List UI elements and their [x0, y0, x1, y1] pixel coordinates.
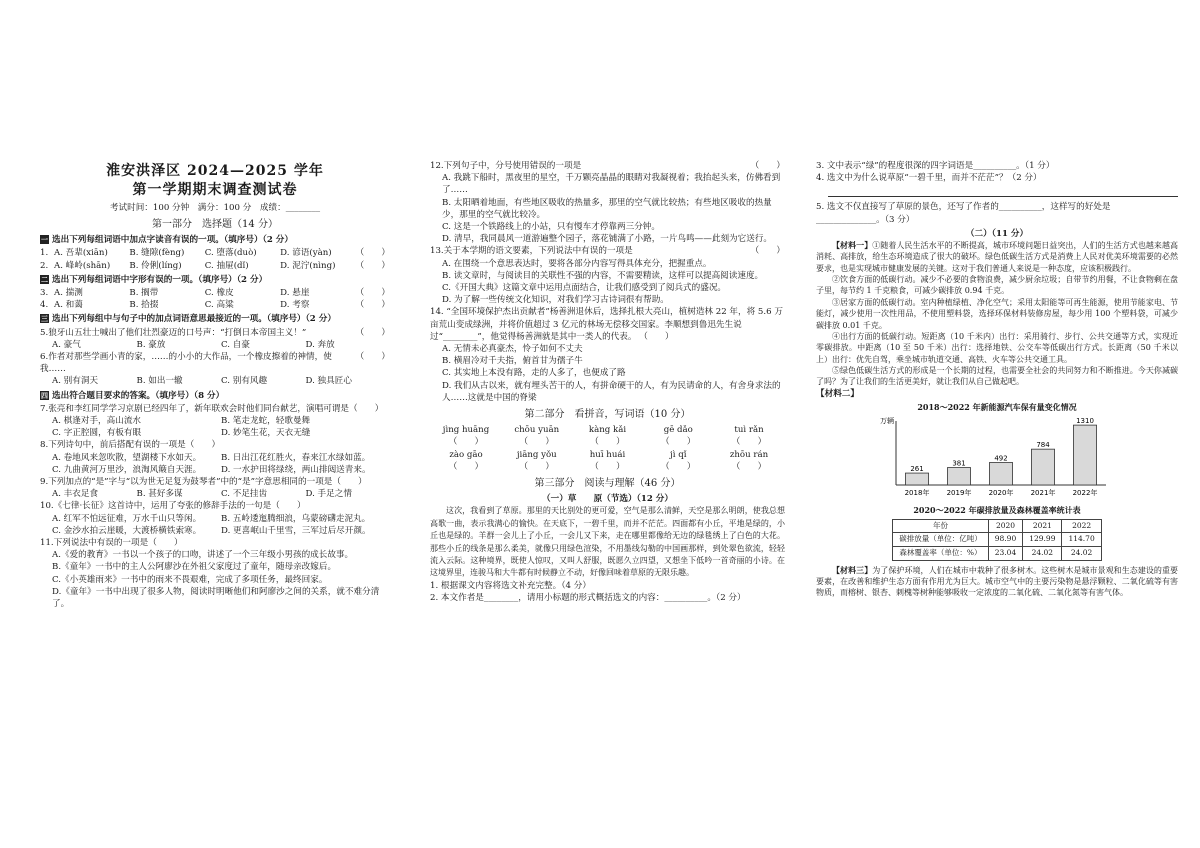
- table-row: [893, 533, 1101, 547]
- option: D. 泥泞(nìng): [280, 260, 336, 271]
- question-stem-row: [40, 327, 390, 339]
- question-number: 10.: [40, 501, 54, 512]
- option: B. 笔走龙蛇，轻歌曼舞: [221, 416, 311, 427]
- answer-bracket: （ ）: [639, 331, 674, 342]
- question-number: 11.: [40, 538, 54, 549]
- x-tick-label: 2020年: [988, 489, 1014, 498]
- question-number: 9.: [40, 477, 49, 488]
- option: D. 手足之情: [305, 489, 352, 500]
- table-cell: 129.99: [1023, 533, 1062, 547]
- option: D. 谚语(yàn): [280, 248, 332, 259]
- question-number: 13.: [430, 246, 444, 257]
- material-paragraph: ④出行方面的低碳行动。短距离（10 千米内）出行：采用骑行、步行、公共交通等方式，实现近零碳排放。中距离（10 至 50 千米）出行：选择地铁、公交车等低碳出行方式。长距离（50 千米以上）出行：优先自驾，乘坐城市轨道交通、高铁、火车等公共交通工具。: [816, 331, 1178, 364]
- answer-bracket: （ ）: [355, 300, 390, 311]
- option: C. 不足挂齿: [221, 489, 268, 500]
- table-cell: 23.04: [988, 547, 1022, 561]
- option: B. 读文章时，与阅读目的关联性不强的内容，不需要精读，这样可以提高阅读速度。: [442, 270, 764, 281]
- option: B. 横眉冷对千夫指，俯首甘为孺子牛: [442, 356, 583, 367]
- question-stem: 张亮和李红同学学习京剧已经四年了，新年联欢会时他们同台献艺，演唱可谓是（ ）: [48, 403, 384, 414]
- section-instruction: 选出下列每组词语中加点字读音有误的一项。（填序号）（2 分）: [52, 235, 293, 246]
- data-label: 261: [910, 465, 924, 474]
- section-instruction: 选出下列每组词语中字形有误的一项。（填序号）（2 分）: [52, 274, 268, 285]
- answer-bracket: （ ）: [355, 352, 390, 362]
- option: A. 无情未必真豪杰，怜子如何不丈夫: [442, 344, 583, 355]
- section-instruction: 选出下列每组中与句子中的加点词语意思最接近的一项。（填序号）（2 分）: [52, 314, 336, 325]
- chart-bar: [1073, 425, 1096, 485]
- answer-bracket: （ ）: [355, 287, 390, 298]
- section-number-badge: 四: [41, 390, 48, 400]
- pinyin: jiāng yǒu: [516, 449, 557, 460]
- question-stem: 下列说法中有误的一项是（ ）: [53, 538, 183, 549]
- question-stem: 下列句子中，分号使用错误的一项是: [443, 161, 582, 171]
- option: D. 奔放: [305, 339, 335, 350]
- pinyin: kàng kǎi: [588, 425, 627, 436]
- option: A. 我跳下船时，黑夜里的星空，千万颗亮晶晶的眼睛对我凝视着；我抬起头来，仿佛看到了……: [442, 173, 781, 196]
- options: [40, 513, 390, 537]
- data-label: 1310: [1076, 417, 1094, 426]
- options: [40, 375, 390, 387]
- answer-bracket: （ ）: [355, 327, 390, 338]
- table-cell: 2022: [1062, 519, 1101, 533]
- pinyin: jì qǐ: [670, 449, 687, 460]
- chart-bar: [947, 468, 970, 485]
- option: B. 甚好多谋: [136, 489, 183, 500]
- exam-title-line2: 第一学期期末调查测试卷: [132, 181, 298, 198]
- x-tick-label: 2022年: [1072, 489, 1098, 498]
- bar-chart: [816, 413, 1178, 499]
- section-number-badge: 三: [41, 314, 48, 324]
- part2-title: 第二部分 看拼音，写词语（10 分）: [524, 409, 691, 421]
- option: C. 金沙水拍云崖暖，大渡桥横铁索寒。: [52, 525, 202, 536]
- question-stem-row: [40, 351, 390, 375]
- option: A. 红军不怕远征难，万水千山只等闲。: [52, 513, 202, 524]
- option: C. 这是一个铁路线上的小站，只有慢车才停靠两三分钟。: [442, 222, 660, 233]
- chart-bar: [905, 473, 928, 485]
- part1-title: 第一部分 选择题（14 分）: [152, 218, 278, 230]
- option: D. 考察: [280, 300, 310, 311]
- option: B. 如出一辙: [136, 376, 183, 387]
- answer-bracket: （ ）: [355, 248, 390, 259]
- option: D. 我们从古以来，就有埋头苦干的人，有拼命硬干的人，有为民请命的人，有舍身求法的人……这就是中国的脊梁: [442, 380, 781, 403]
- material-paragraph: ⑤绿色低碳生活方式的形成是一个长期的过程，也需要全社会的共同努力和不断推进。今天你减碳了吗？为了让我们的生活更美好，就让我们从自己做起吧。: [816, 365, 1178, 387]
- exam-meta: 考试时间：100 分钟 满分：100 分 成绩：________: [109, 202, 321, 213]
- question-stem-row: [40, 500, 390, 512]
- reading-question: 5. 选文不仅直接写了草原的景色，还写了作者的__________，这样写的好处是______________。（3 分）: [816, 202, 1111, 225]
- answer-bracket: （ ）: [750, 246, 785, 257]
- question-stem: 关于本学期的语文要素，下列说法中有误的一项是: [443, 246, 633, 257]
- material-paragraph: 【材料三】为了保护环境，人们在城市中栽种了很多树木。这些树木是城市景观和生态建设的重要要素，在改善和维护生态方面有作用尤为巨大。城市空气中的主要污染物是悬浮颗粒、二氧化硫等有害物质，而榕树、银杏、刺槐等树种能够吸收一定浓度的二氧化硫、二氧化氮等有害气体。: [816, 564, 1179, 598]
- options: [40, 452, 390, 476]
- option: B. 豪放: [136, 339, 166, 350]
- section-header: [40, 313, 390, 325]
- material-paragraph: ②饮食方面的低碳行动。减少不必要的食物浪费，减少厨余垃圾；自带节约用餐，不让食物剩在盘子里，每节约 1 千克粮食，可减少碳排放 0.94 千克。: [816, 275, 1178, 296]
- question-stem: 《七律·长征》这首诗中，运用了夸张的修辞手法的一句是（ ）: [53, 501, 306, 512]
- option: C. 别有风趣: [221, 376, 268, 387]
- question-stem-row: [430, 306, 785, 343]
- question-stem-row: [40, 537, 390, 549]
- question-stem-row: [40, 476, 390, 488]
- part3-title: 第三部分 阅读与理解（46 分）: [534, 478, 681, 490]
- options: [40, 549, 390, 610]
- material-label: 【材料三】: [832, 564, 873, 575]
- options: [430, 258, 785, 307]
- question-number: 5.: [40, 327, 49, 338]
- question-number: 7.: [40, 403, 49, 414]
- options: [430, 343, 785, 404]
- material-paragraph: 【材料一】①随着人民生活水平的不断提高，城市环境问题日益突出，人们的生活方式也越来越高消耗、高排放，给生态环境造成了很大的破坏。绿色低碳生活方式是消费上人民对优美环境需要的必然要求，也是实现城市健康发展的关键。这对于我们普通人来说是一种态度，应该积极践行。: [816, 240, 1179, 273]
- option: C. 橡皮: [204, 287, 234, 298]
- option: A. 在围绕一个意思表达时，要将各部分内容写得具体充分，把握重点。: [442, 258, 712, 269]
- option: A. 和蔼: [54, 300, 83, 311]
- option: A. 吾辈(xiān): [54, 248, 108, 259]
- middle-column: [430, 160, 785, 604]
- question-stem-row: [430, 160, 785, 172]
- pinyin: zhōu rán: [729, 449, 769, 460]
- reading-question: 3. 文中表示“绿”的程度很深的四字词语是__________。（1 分）: [816, 161, 1055, 171]
- option: D. 为了解一些传统文化知识，对我们学习古诗词很有帮助。: [442, 295, 669, 306]
- question-number: 4.: [40, 300, 49, 311]
- x-tick-label: 2021年: [1030, 489, 1056, 498]
- table-cell: 98.90: [988, 533, 1022, 547]
- material-label: 【材料二】: [816, 388, 859, 399]
- option: B. 拾掇: [129, 300, 159, 311]
- options: [430, 172, 785, 245]
- chart-title: 2018～2022 年新能源汽车保有量变化情况: [917, 401, 1077, 412]
- y-axis-label: 万辆: [880, 417, 894, 426]
- question-stem-row: [430, 245, 785, 257]
- option: B.《童年》一书中的主人公阿廖沙在外祖父家度过了童年，随母亲改嫁后。: [52, 562, 337, 573]
- option: C. 九曲黄河万里沙，浪淘风簸自天涯。: [52, 464, 202, 475]
- option: C. 字正腔圆，有板有眼: [52, 428, 142, 439]
- table-cell: 2020: [988, 519, 1022, 533]
- question-stem: 狼牙山五壮士喊出了他们壮烈豪迈的口号声：“打倒日本帝国主义！”: [48, 327, 307, 338]
- option: C. 抽屉(dǐ): [204, 260, 249, 271]
- pinyin: tuì rǎn: [734, 425, 764, 436]
- option: B. 五岭逶迤腾细浪，乌蒙磅礴走泥丸。: [221, 513, 371, 524]
- option: B. 缝隙(fèng): [129, 248, 185, 259]
- option: A. 丰衣足食: [52, 489, 99, 500]
- options: [40, 488, 390, 500]
- option: D. 清早，我同晨风一道游遍整个园子，落花铺满了小路，一片鸟鸣——此刻为它送行。: [442, 234, 773, 245]
- pinyin: zào gāo: [449, 449, 483, 460]
- question-row: [40, 287, 390, 299]
- table-cell: 2021: [1023, 519, 1062, 533]
- reading-question: 4. 选文中为什么说草原“一碧千里，而并不茫茫”？（2 分）: [816, 173, 1042, 184]
- pinyin: gē dǎo: [663, 425, 693, 436]
- data-label: 784: [1036, 441, 1050, 450]
- question-number: 6.: [40, 352, 49, 362]
- option: D.《童年》一书中出现了很多人物，阅读时明晰他们和阿廖沙之间的关系，就不难分清了。: [52, 586, 380, 610]
- question-number: 14.: [430, 307, 444, 318]
- question-row: [40, 247, 390, 259]
- pinyin: chōu yuān: [514, 425, 560, 436]
- question-number: 2.: [40, 260, 49, 271]
- option: D. 悬崖: [280, 287, 310, 298]
- table-cell: 24.02: [1023, 547, 1062, 561]
- option: C.《小英雄雨来》一书中的雨来不畏艰难，完成了多项任务，最终回家。: [52, 574, 328, 585]
- answer-blanks-row: （ ） （ ） （ ） （ ） （ ）: [448, 461, 767, 472]
- question-row: [40, 299, 390, 311]
- material-label: 【材料一】: [832, 240, 873, 251]
- exam-title-line1: 淮安洪泽区 2024—2025 学年: [106, 163, 324, 179]
- reading-question: 1. 根据课文内容将选文补充完整。（4 分）: [430, 580, 591, 591]
- pinyin-row: [430, 449, 785, 461]
- table-cell: 森林覆盖率（单位：%）: [893, 547, 989, 561]
- option: D. 妙笔生花，天衣无缝: [221, 428, 311, 439]
- table-header-row: [893, 519, 1101, 533]
- option: A. 棋逢对手，高山流水: [52, 416, 142, 427]
- section-instruction: 选出符合题目要求的答案。（填序号）（8 分）: [52, 390, 225, 401]
- option: A.《爱的教育》一书以一个孩子的口吻，讲述了一个三年级小男孩的成长故事。: [52, 550, 354, 561]
- question-stem-row: [40, 439, 390, 451]
- material-paragraph: ③居家方面的低碳行动。室内种植绿植、净化空气；采用太阳能等可再生能源，使用节能家电、节能灯，减少使用一次性用品，不使用塑料袋，选择环保材料装修房屋，每少用 100 个塑料袋，可减少碳排放 0.01 千克。: [816, 297, 1178, 330]
- question-stem: 下列诗句中，前后搭配有误的一项是（ ）: [48, 440, 221, 451]
- x-tick-label: 2019年: [946, 489, 972, 498]
- options: [40, 339, 390, 351]
- option: C. 自豪: [221, 339, 250, 350]
- section-header: [40, 234, 390, 246]
- question-stem-row: [40, 403, 390, 415]
- option: C. 堕落(duò): [204, 248, 257, 259]
- question-stem: 下列加点的“是”字与“以为世无足复为鼓琴者”中的“是”字意思相同的一项是（ ）: [48, 477, 367, 488]
- option: B. 伶俐(líng): [129, 260, 182, 271]
- question-number: 8.: [40, 440, 49, 451]
- data-table: [892, 519, 1101, 561]
- table-cell: 年份: [893, 519, 989, 533]
- table-cell: 24.02: [1062, 547, 1101, 561]
- option: C.《开国大典》这篇文章中运用点面结合，让我们感受到了阅兵式的盛况。: [442, 283, 727, 294]
- chart-bar: [989, 463, 1012, 485]
- left-column: [40, 160, 390, 610]
- question-number: 1.: [40, 248, 49, 259]
- option: B. 日出江花红胜火，春来江水绿如蓝。: [221, 452, 371, 463]
- options: [40, 415, 390, 439]
- option: A. 峰岭(shān): [54, 260, 111, 271]
- right-column: [816, 160, 1178, 599]
- answer-blanks-row: （ ） （ ） （ ） （ ） （ ）: [448, 437, 767, 448]
- section-header: [40, 274, 390, 286]
- option: B. 太阳晒着地面，有些地区吸收的热量多，那里的空气就比较热；有些地区吸收的热量少，那里的空气就比较冷。: [442, 197, 772, 220]
- reading-question: 2. 本文作者是________，请用小标题的形式概括选文的内容：__________。（2 分）: [430, 593, 746, 603]
- question-stem: “全国环境保护杰出贡献者”杨善洲退休后，选择扎根大亮山，植树造林 22 年，将 5.6 万亩荒山变成绿洲，并将价值超过 3 亿元的林场无偿移交国家。李顺想到鲁迅先生说过“________”，他觉得杨善洲就是其中一类人的代表。: [430, 307, 783, 342]
- pinyin: huī huái: [589, 449, 626, 460]
- question-stem: 作者对那些学画小青的家，……的小小的大作品，一个橡皮擦着的神情，使我……: [40, 352, 332, 375]
- table-row: [893, 547, 1101, 561]
- pinyin-row: [430, 424, 785, 436]
- table-cell: 碳排放量（单位：亿吨）: [893, 533, 989, 547]
- section-number-badge: 二: [41, 274, 48, 284]
- data-label: 492: [994, 454, 1008, 463]
- option: A. 别有洞天: [52, 376, 99, 387]
- option: D. 独具匠心: [305, 376, 352, 387]
- option: A. 揣测: [54, 287, 83, 298]
- x-tick-label: 2018年: [904, 489, 930, 498]
- answer-line: [828, 184, 1178, 197]
- option: B. 搁带: [129, 287, 159, 298]
- pinyin: jìng huāng: [442, 425, 490, 436]
- answer-bracket: （ ）: [355, 260, 390, 271]
- section-header: [40, 390, 390, 402]
- reading-subtitle: （二）（11 分）: [965, 228, 1029, 239]
- question-row: [40, 260, 390, 272]
- question-number: 12.: [430, 161, 444, 171]
- reading-subtitle: （一）草 原（节选）（12 分）: [542, 494, 673, 505]
- option: A. 豪气: [52, 339, 81, 350]
- table-cell: 114.70: [1062, 533, 1101, 547]
- question-number: 3.: [40, 287, 49, 298]
- option: D. 更喜岷山千里雪，三军过后尽开颜。: [221, 525, 371, 536]
- chart-bar: [1031, 449, 1054, 485]
- answer-bracket: （ ）: [750, 161, 785, 171]
- data-label: 381: [952, 459, 966, 468]
- reading-passage: 这次，我看到了草原。那里的天比别处的更可爱，空气是那么清鲜，天空是那么明朗，使我总想高歌一曲，表示我满心的愉快。在天底下，一碧千里，而并不茫茫。四面都有小丘，平地是绿的，小丘也是绿的。羊群一会儿上了小丘，一会儿又下来，走在哪里都像给无边的绿毯绣上了白色的大花。那些小丘的线条是那么柔美，就像只用绿色渲染，不用墨线勾勒的中国画那样，到处翠色欲流，轻轻流入云际。这种境界，既使人惊叹，又叫人舒服，既愿久立四望，又想坐下低吟一首奇丽的小诗。在这境界里，连骏马和大牛都有时候静立不动，好像回味着草原的无限乐趣。: [430, 506, 785, 578]
- option: C. 其实地上本没有路，走的人多了，也便成了路: [442, 368, 626, 379]
- section-number-badge: 一: [41, 235, 48, 245]
- option: A. 卷地风来忽吹散，望湖楼下水如天。: [52, 452, 202, 463]
- table-title: 2020～2022 年碳排放量及森林覆盖率统计表: [913, 505, 1081, 516]
- option: C. 高粱: [204, 300, 234, 311]
- option: D. 一水护田将绿绕，两山排闼送青来。: [221, 464, 371, 475]
